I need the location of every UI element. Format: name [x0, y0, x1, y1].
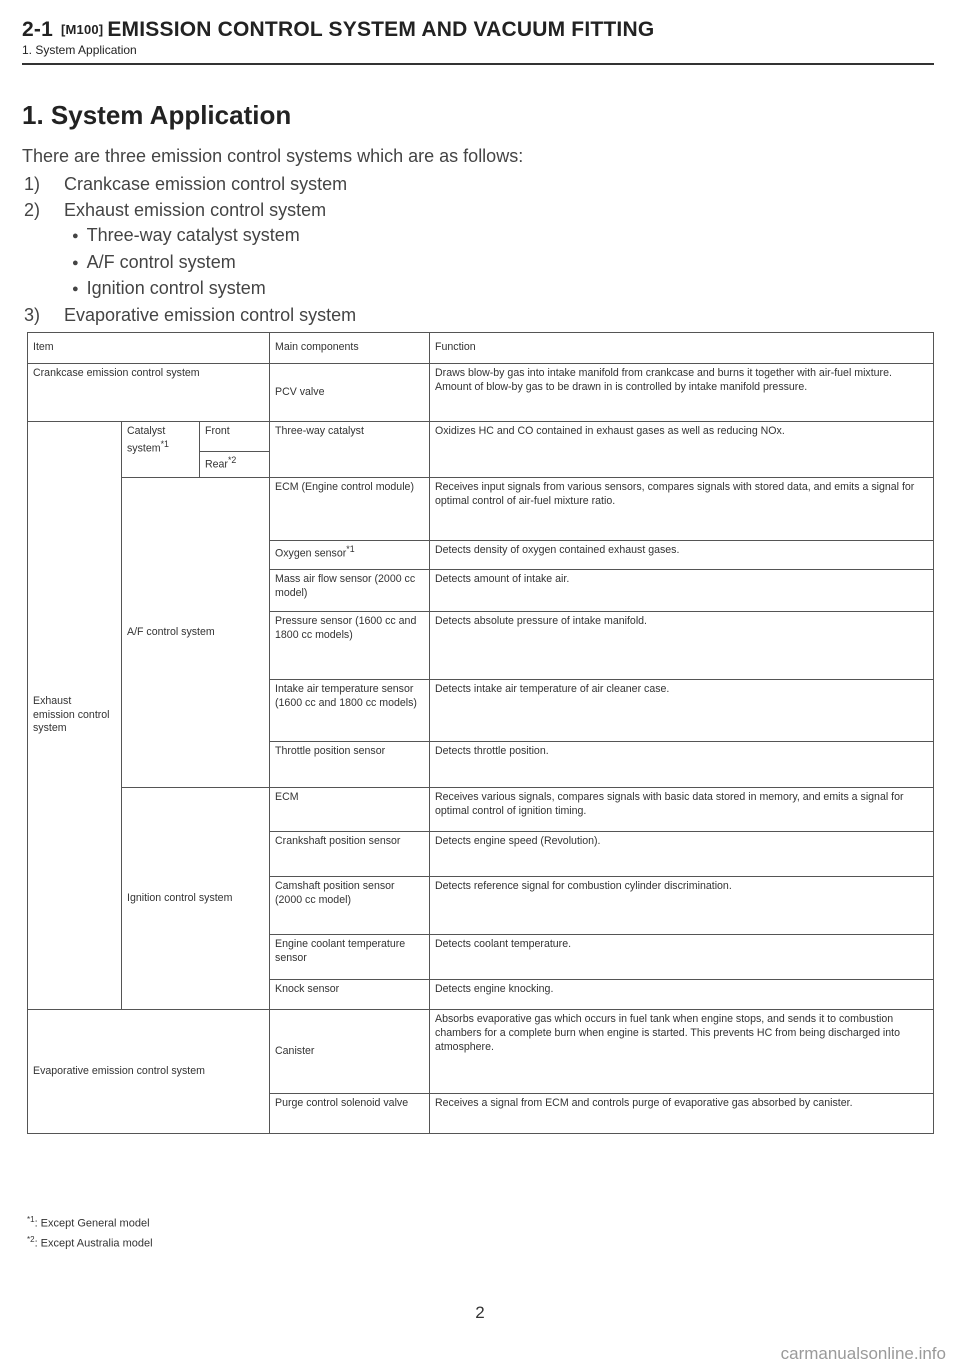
- ignition-function: Detects engine speed (Revolution).: [430, 832, 934, 877]
- footnote: [27, 1232, 153, 1252]
- header-item: Item: [28, 333, 270, 364]
- catalyst-system-label: [122, 422, 200, 478]
- footnote: [27, 1212, 153, 1232]
- footnote-text: : Except General model: [34, 1217, 150, 1230]
- af-function: Detects throttle position.: [430, 742, 934, 788]
- bullet-icon: ●: [72, 256, 79, 269]
- ignition-component: Knock sensor: [270, 980, 430, 1010]
- crankcase-component: PCV valve: [270, 364, 430, 422]
- footnote-mark: *2: [227, 455, 237, 465]
- list-number: 1): [24, 174, 41, 194]
- section-title: 1. System Application: [22, 100, 292, 130]
- ignition-component: Engine coolant temperature sensor: [270, 935, 430, 980]
- evaporative-function: Receives a signal from ECM and controls purge of evaporative gas absorbed by canister.: [430, 1094, 934, 1134]
- header-title: EMISSION CONTROL SYSTEM AND VACUUM FITTING: [107, 18, 655, 41]
- list-text: Three-way catalyst system: [86, 225, 300, 246]
- system-list: [24, 172, 356, 329]
- list-number: 2): [24, 199, 41, 220]
- bullet-icon: ●: [72, 283, 79, 296]
- header-divider: [22, 63, 934, 65]
- ignition-component: Camshaft position sensor (2000 cc model): [270, 877, 430, 935]
- footnotes: [27, 1212, 153, 1251]
- ignition-control-label: Ignition control system: [122, 788, 270, 1010]
- header-title-line: [22, 18, 938, 42]
- ignition-component: ECM: [270, 788, 430, 832]
- list-text: Exhaust emission control system: [64, 199, 327, 220]
- table-row: [28, 422, 934, 452]
- list-number: 3): [24, 304, 41, 325]
- af-component: Intake air temperature sensor (1600 cc and 1800 cc models): [270, 680, 430, 742]
- list-subitem: [24, 276, 356, 303]
- crankcase-function: Draws blow-by gas into intake manifold from crankcase and burns it together with air-fuel mixture. Amount of blow-by gas to be drawn in is controlled by intake manifold pressure.: [430, 364, 934, 422]
- system-application-table: [27, 332, 934, 1134]
- table-row: [28, 478, 934, 541]
- header-code: [M100]: [60, 22, 104, 37]
- footnote-mark: *1: [160, 438, 169, 449]
- catalyst-front: Front: [200, 422, 270, 452]
- evaporative-component: Canister: [270, 1010, 430, 1094]
- af-function: Receives input signals from various sensors, compares signals with stored data, and emits a signal for optimal control of air-fuel mixture ratio.: [430, 478, 934, 541]
- af-component: ECM (Engine control module): [270, 478, 430, 541]
- list-text: Ignition control system: [86, 278, 266, 299]
- catalyst-rear-text: Rear: [205, 458, 228, 471]
- crankcase-item: Crankcase emission control system: [28, 364, 270, 422]
- catalyst-function: Oxidizes HC and CO contained in exhaust gases as well as reducing NOx.: [430, 422, 934, 478]
- af-component: Pressure sensor (1600 cc and 1800 cc models): [270, 612, 430, 680]
- af-function: Detects absolute pressure of intake manifold.: [430, 612, 934, 680]
- page-header: [22, 18, 938, 57]
- catalyst-component: Three-way catalyst: [270, 422, 430, 478]
- af-function: Detects intake air temperature of air cleaner case.: [430, 680, 934, 742]
- watermark: carmanualsonline.info: [780, 1344, 946, 1363]
- table-header-row: [28, 333, 934, 364]
- list-item: [24, 172, 356, 198]
- list-subitem: [24, 250, 356, 277]
- list-text: Evaporative emission control system: [64, 304, 357, 325]
- table-row: [28, 1010, 934, 1094]
- header-subtitle: 1. System Application: [22, 43, 137, 57]
- evaporative-item: Evaporative emission control system: [28, 1010, 270, 1134]
- header-main-components: Main components: [270, 333, 430, 364]
- ignition-function: Detects engine knocking.: [430, 980, 934, 1010]
- header-section-number: 2-1: [22, 18, 53, 41]
- exhaust-item: Exhaust emission control system: [28, 422, 122, 1010]
- footnote-mark: *1: [27, 1215, 35, 1224]
- af-function: Detects density of oxygen contained exhaust gases.: [430, 541, 934, 570]
- list-item: [24, 198, 356, 224]
- intro-text: There are three emission control systems which are as follows:: [22, 146, 524, 166]
- af-function: Detects amount of intake air.: [430, 570, 934, 612]
- af-component: Mass air flow sensor (2000 cc model): [270, 570, 430, 612]
- af-component: Throttle position sensor: [270, 742, 430, 788]
- ignition-function: Detects coolant temperature.: [430, 935, 934, 980]
- af-component-text: Oxygen sensor: [275, 547, 347, 560]
- footnote-mark: *1: [346, 544, 355, 554]
- af-control-label: A/F control system: [122, 478, 270, 788]
- catalyst-label-text: Catalyst system: [127, 425, 166, 455]
- list-item: [24, 303, 356, 329]
- evaporative-function: Absorbs evaporative gas which occurs in fuel tank when engine stops, and sends it to combustion chambers for a complete burn when engine is started. This prevents HC from being discharged into atmosphere.: [430, 1010, 934, 1094]
- header-function: Function: [430, 333, 934, 364]
- af-component: [270, 541, 430, 570]
- catalyst-rear: [200, 452, 270, 478]
- list-text: Crankcase emission control system: [64, 174, 348, 194]
- ignition-function: Receives various signals, compares signals with basic data stored in memory, and emits a signal for optimal control of ignition timing.: [430, 788, 934, 832]
- evaporative-component: Purge control solenoid valve: [270, 1094, 430, 1134]
- list-subitem: [24, 223, 356, 250]
- table-row: [28, 788, 934, 832]
- bullet-icon: ●: [72, 230, 79, 243]
- table-row: [28, 364, 934, 422]
- list-text: A/F control system: [86, 251, 236, 272]
- ignition-function: Detects reference signal for combustion cylinder discrimination.: [430, 877, 934, 935]
- footnote-mark: *2: [27, 1234, 35, 1244]
- footnote-text: : Except Australia model: [34, 1237, 153, 1250]
- page-number: 2: [475, 1303, 485, 1322]
- ignition-component: Crankshaft position sensor: [270, 832, 430, 877]
